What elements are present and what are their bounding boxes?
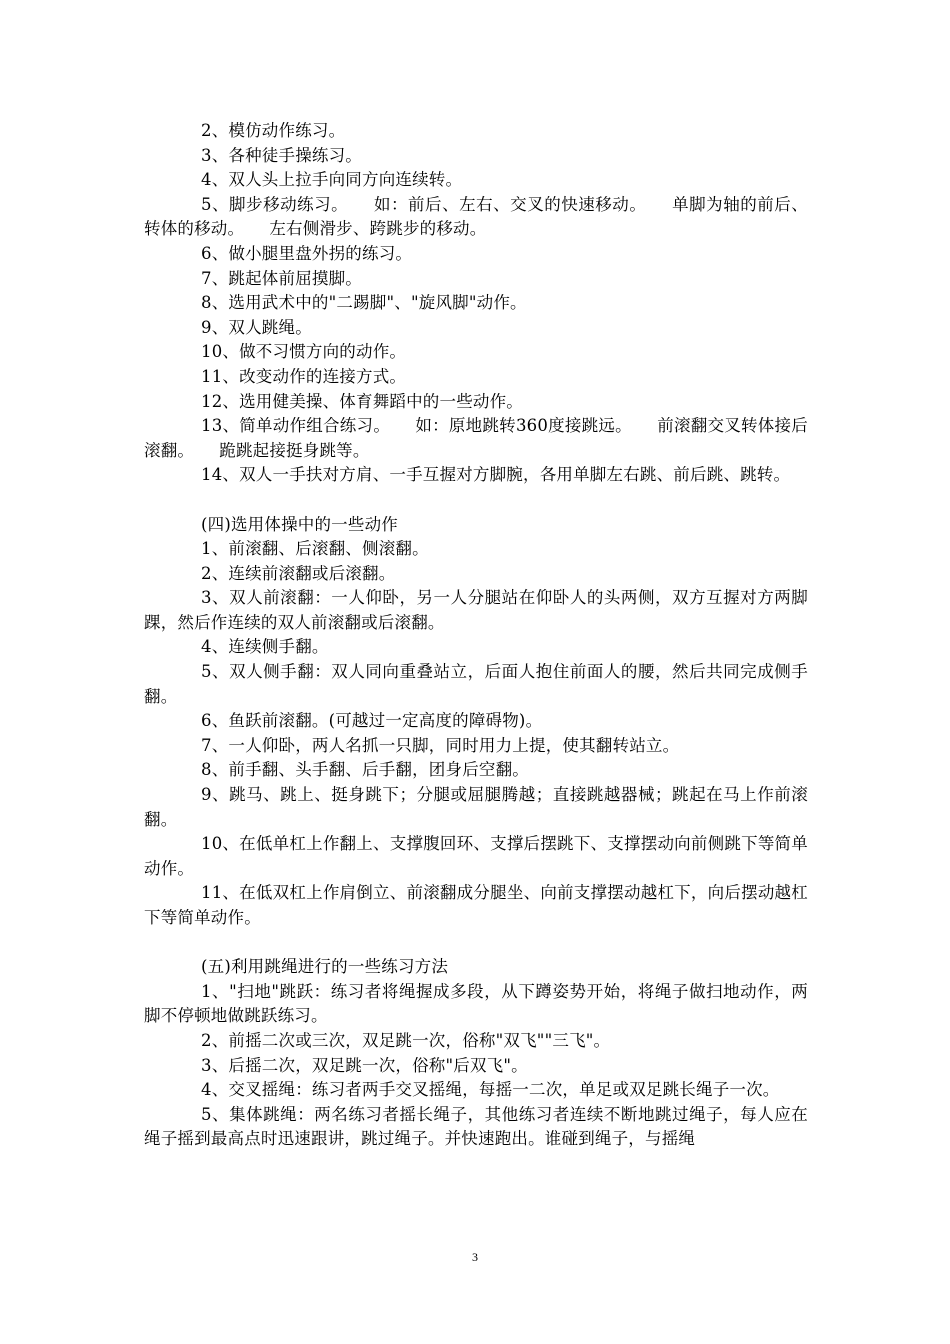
list-item: 14、双人一手扶对方肩、一手互握对方脚腕，各用单脚左右跳、前后跳、跳转。 <box>201 465 791 485</box>
list-item: 5、双人侧手翻：双人同向重叠站立，后面人抱住前面人的腰，然后共同完成侧手翻。 <box>144 662 808 706</box>
list-item: 2、前摇二次或三次，双足跳一次，俗称"双飞""三飞"。 <box>201 1030 611 1050</box>
document-body <box>144 119 808 1152</box>
blank-line <box>144 488 808 513</box>
list-item: 4、连续侧手翻。 <box>201 637 329 657</box>
list-item: 9、双人跳绳。 <box>201 317 312 337</box>
list-item: 10、做不习惯方向的动作。 <box>201 342 407 362</box>
section-heading: (四)选用体操中的一些动作 <box>201 514 398 534</box>
list-item: 10、在低单杠上作翻上、支撑腹回环、支撑后摆跳下、支撑摆动向前侧跳下等简单动作。 <box>144 834 808 878</box>
list-item: 6、做小腿里盘外拐的练习。 <box>201 243 413 263</box>
list-item: 9、跳马、跳上、挺身跳下；分腿或屈腿腾越；直接跳越器械；跳起在马上作前滚翻。 <box>144 785 808 829</box>
list-item: 7、跳起体前屈摸脚。 <box>201 268 362 288</box>
list-item: 4、双人头上拉手向同方向连续转。 <box>201 170 463 190</box>
section-heading: (五)利用跳绳进行的一些练习方法 <box>201 957 449 977</box>
list-item: 3、各种徒手操练习。 <box>201 145 362 165</box>
list-item: 3、后摇二次，双足跳一次，俗称"后双飞"。 <box>201 1055 528 1075</box>
page-number: 3 <box>472 1250 478 1264</box>
list-item: 4、交叉摇绳：练习者两手交叉摇绳，每摇一二次，单足或双足跳长绳子一次。 <box>201 1080 780 1100</box>
list-item: 6、鱼跃前滚翻。(可越过一定高度的障碍物)。 <box>201 711 543 731</box>
list-item: 11、改变动作的连接方式。 <box>201 366 407 386</box>
list-item: 13、简单动作组合练习。 如：原地跳转360度接跳远。 前滚翻交叉转体接后滚翻。 跪跳起接挺身跳等。 <box>144 416 808 460</box>
list-item: 1、前滚翻、后滚翻、侧滚翻。 <box>201 539 429 559</box>
list-item: 1、"扫地"跳跃：练习者将绳握成多段，从下蹲姿势开始，将绳子做扫地动作，两脚不停顿地做跳跃练习。 <box>144 981 808 1026</box>
list-item: 3、双人前滚翻：一人仰卧，另一人分腿站在仰卧人的头两侧，双方互握对方两脚踝，然后作连续的双人前滚翻或后滚翻。 <box>144 588 808 632</box>
list-item: 8、选用武术中的"二踢脚"、"旋风脚"动作。 <box>201 293 527 313</box>
list-item: 11、在低双杠上作肩倒立、前滚翻成分腿坐、向前支撑摆动越杠下，向后摆动越杠下等简单动作。 <box>144 883 808 927</box>
list-item: 5、集体跳绳：两名练习者摇长绳子，其他练习者连续不断地跳过绳子，每人应在绳子摇到最高点时迅速跟讲，跳过绳子。并快速跑出。谁碰到绳子，与摇绳 <box>144 1104 808 1149</box>
list-item: 2、连续前滚翻或后滚翻。 <box>201 563 396 583</box>
list-item: 5、脚步移动练习。 如：前后、左右、交叉的快速移动。 单脚为轴的前后、转体的移动。 左右侧滑步、跨跳步的移动。 <box>144 194 808 239</box>
list-item: 7、一人仰卧，两人名抓一只脚，同时用力上提，使其翻转站立。 <box>201 735 680 755</box>
list-item: 12、选用健美操、体育舞蹈中的一些动作。 <box>201 391 523 411</box>
list-item: 2、模仿动作练习。 <box>201 121 346 140</box>
list-item: 8、前手翻、头手翻、后手翻，团身后空翻。 <box>201 760 529 780</box>
blank-line <box>144 931 808 956</box>
